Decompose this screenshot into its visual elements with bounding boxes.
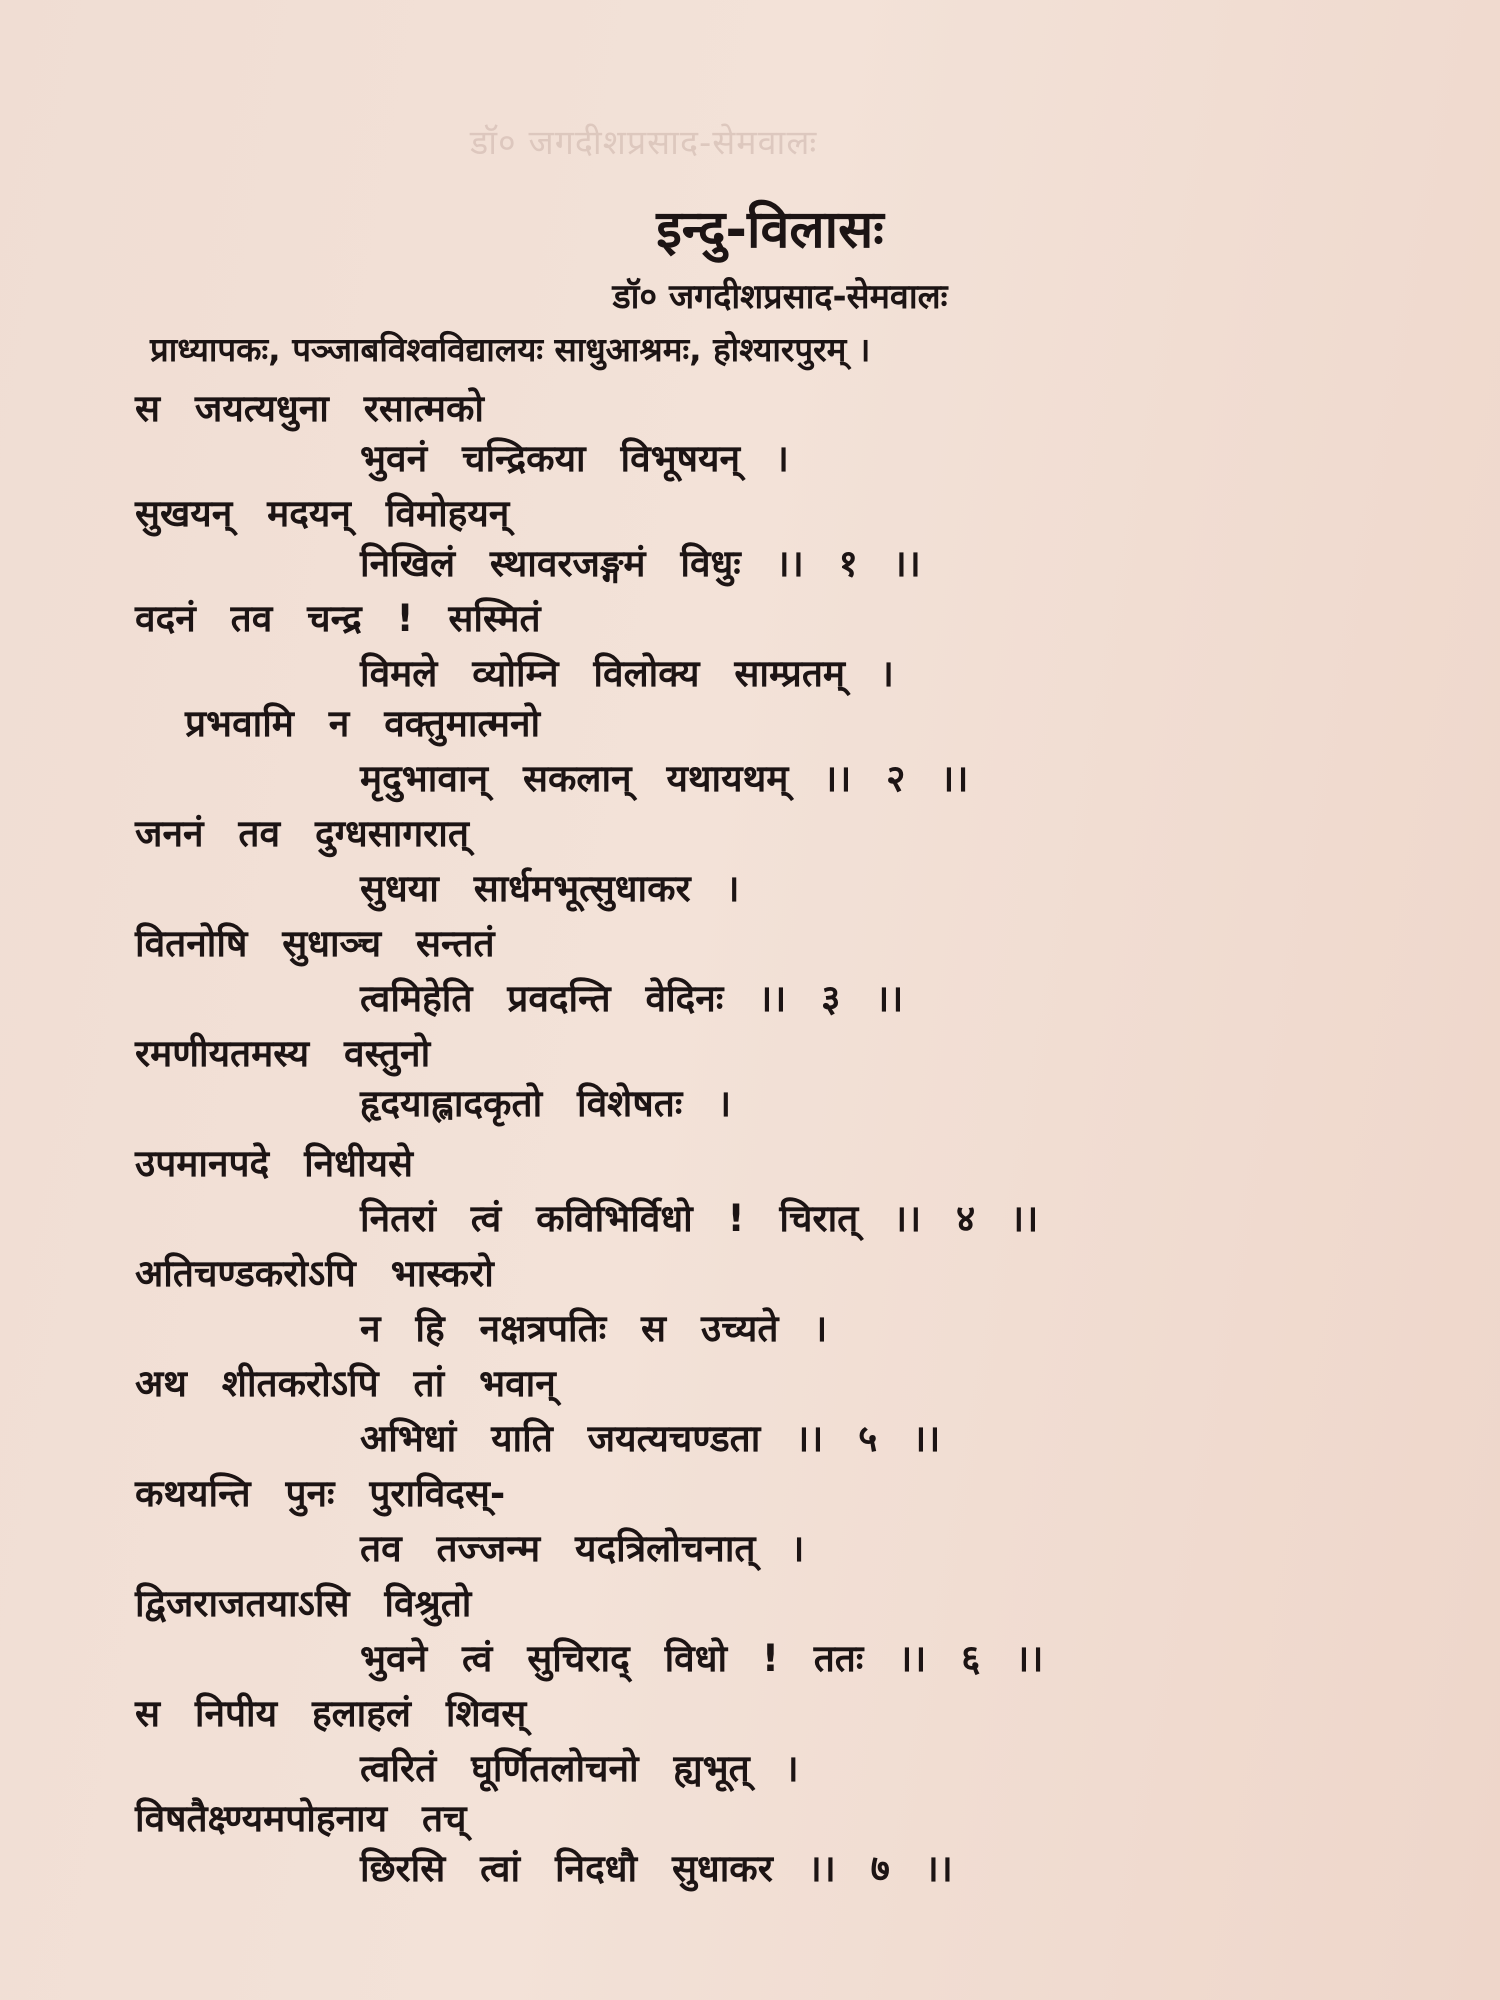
verse-2-line-2: विमले व्योम्नि विलोक्य साम्प्रतम् । <box>360 652 894 695</box>
verse-6-line-2: तव तज्जन्म यदत्रिलोचनात् । <box>360 1527 805 1570</box>
verse-6-line-3: द्विजराजतयाऽसि विश्रुतो <box>135 1582 472 1625</box>
verse-7-line-3: विषतैक्ष्ण्यमपोहनाय तच् <box>135 1797 467 1840</box>
verse-2-line-4: मृदुभावान् सकलान् यथायथम् ।। २ ।। <box>360 757 969 800</box>
verse-5-line-3: अथ शीतकरोऽपि तां भवान् <box>135 1362 556 1405</box>
verse-7-line-4: छिरसि त्वां निदधौ सुधाकर ।। ७ ।। <box>360 1847 953 1890</box>
author-name: डॉ० जगदीशप्रसाद-सेमवालः <box>612 277 948 317</box>
verse-1-line-1: स जयत्यधुना रसात्मको <box>135 387 485 430</box>
verse-3-line-4: त्वमिहेति प्रवदन्ति वेदिनः ।। ३ ।। <box>360 977 904 1020</box>
verse-2-line-3: प्रभवामि न वक्तुमात्मनो <box>185 702 541 745</box>
verse-2-line-1: वदनं तव चन्द्र ! सस्मितं <box>135 597 541 640</box>
verse-5-line-2: न हि नक्षत्रपतिः स उच्यते । <box>360 1307 828 1350</box>
verse-7-line-2: त्वरितं घूर्णितलोचनो ह्यभूत् । <box>360 1747 799 1790</box>
verse-4-line-1: रमणीयतमस्य वस्तुनो <box>135 1032 431 1075</box>
verse-5-line-1: अतिचण्डकरोऽपि भास्करो <box>135 1252 494 1295</box>
verse-6-line-4: भुवने त्वं सुचिराद् विधो ! ततः ।। ६ ।। <box>360 1637 1044 1680</box>
verse-4-line-2: हृदयाह्लादकृतो विशेषतः । <box>360 1082 732 1125</box>
verse-3-line-3: वितनोषि सुधाञ्च सन्ततं <box>135 922 495 965</box>
verse-1-line-3: सुखयन् मदयन् विमोहयन् <box>135 492 510 535</box>
verse-1-line-4: निखिलं स्थावरजङ्गमं विधुः ।। १ ।। <box>360 542 921 585</box>
poem-title: इन्दु-विलासः <box>656 200 884 260</box>
show-through-running-head: डॉ० जगदीशप्रसाद-सेमवालः <box>470 123 818 163</box>
verse-3-line-1: जननं तव दुग्धसागरात् <box>135 812 469 855</box>
author-affiliation: प्राध्यापकः, पञ्जाबविश्वविद्यालयः साधुआश्रमः, होश्यारपुरम् । <box>150 330 871 369</box>
verse-3-line-2: सुधया सार्धमभूत्सुधाकर । <box>360 867 740 910</box>
verse-7-line-1: स निपीय हलाहलं शिवस् <box>135 1692 527 1735</box>
verse-4-line-4: नितरां त्वं कविभिर्विधो ! चिरात् ।। ४ ।। <box>360 1197 1039 1240</box>
verse-1-line-2: भुवनं चन्द्रिकया विभूषयन् । <box>360 437 789 480</box>
verse-4-line-3: उपमानपदे निधीयसे <box>135 1142 414 1185</box>
verse-6-line-1: कथयन्ति पुनः पुराविदस्- <box>135 1472 506 1515</box>
verse-5-line-4: अभिधां याति जयत्यचण्डता ।। ५ ।। <box>360 1417 941 1460</box>
